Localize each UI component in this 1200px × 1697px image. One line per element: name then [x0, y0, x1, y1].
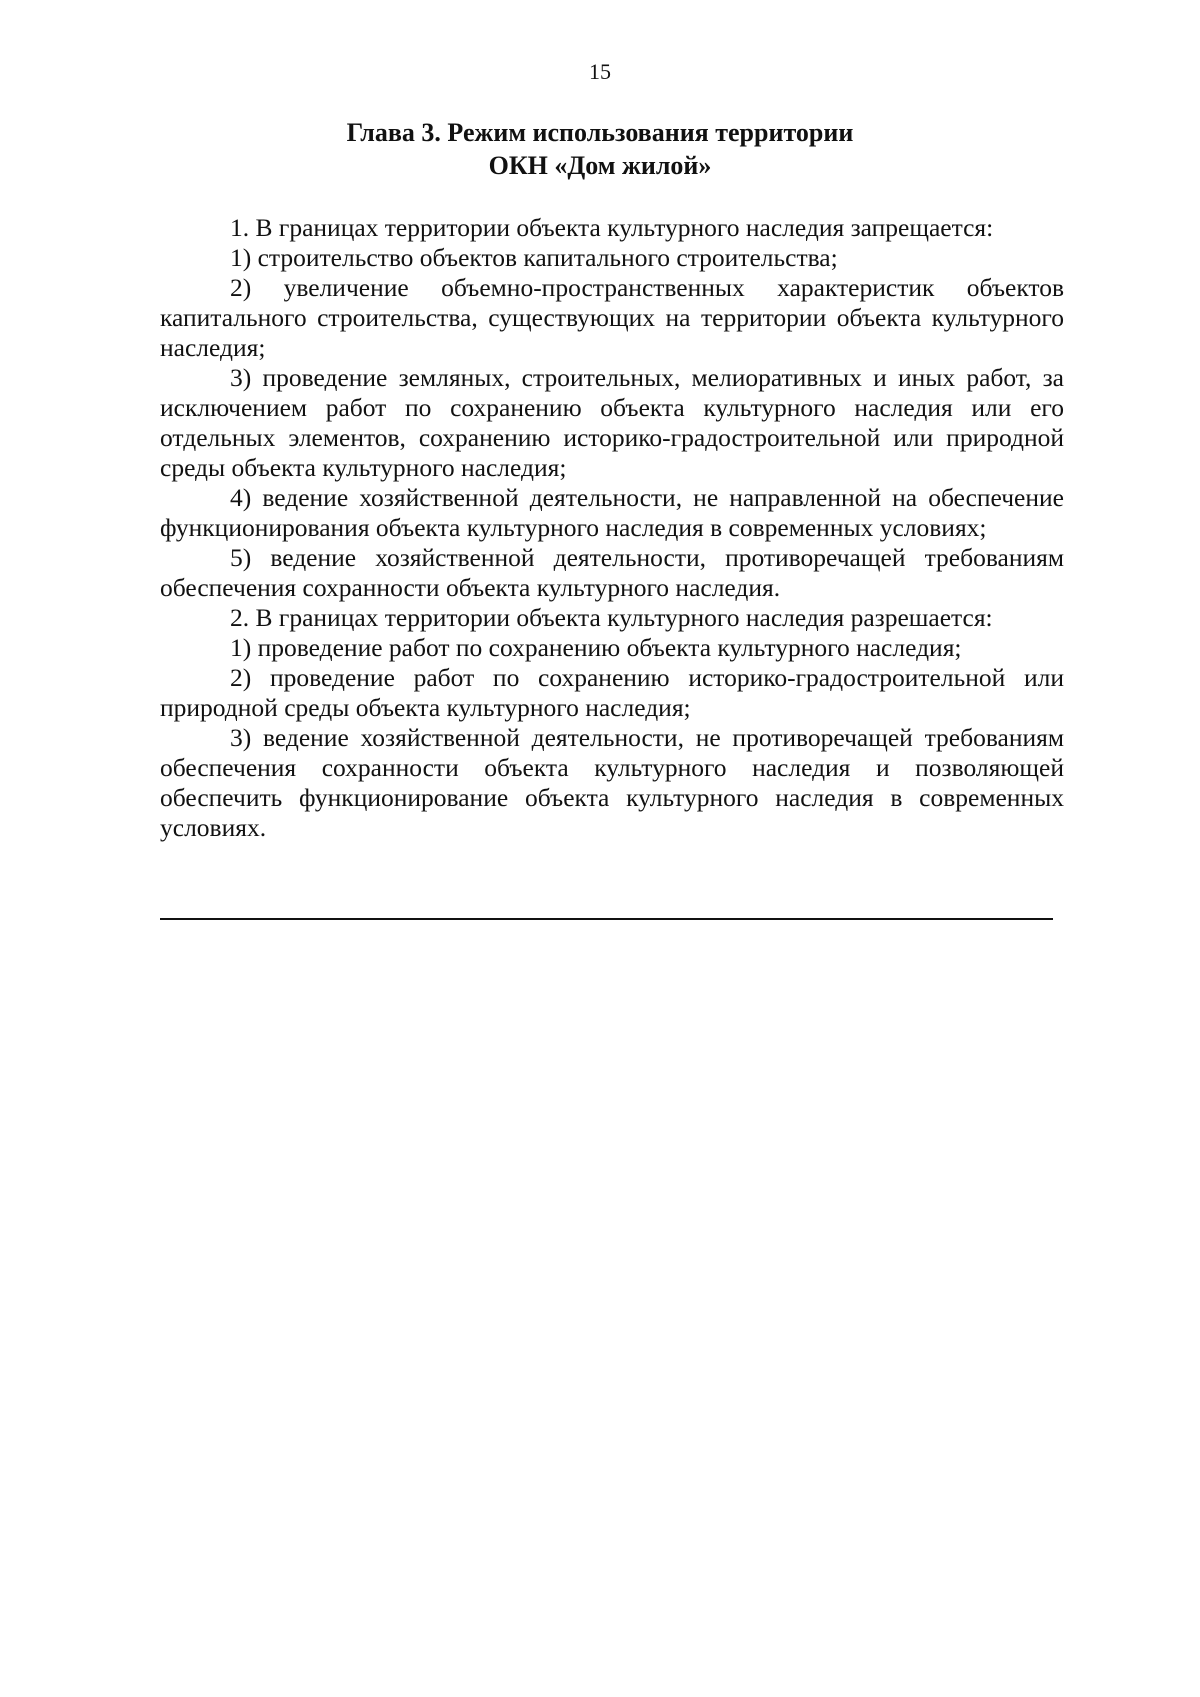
- prohibition-item-5: 5) ведение хозяйственной деятельности, противоречащей требованиям обеспечения сохранности объекта культурного наследия.: [160, 543, 1064, 602]
- prohibition-item-1: 1) строительство объектов капитального строительства;: [230, 243, 838, 272]
- prohibition-item-4: 4) ведение хозяйственной деятельности, не направленной на обеспечение функционирования объекта культурного наследия в современных условиях;: [160, 483, 1064, 542]
- chapter-body: [160, 213, 1064, 843]
- section-2-intro: 2. В границах территории объекта культурного наследия разрешается:: [230, 603, 993, 632]
- prohibition-item-3: 3) проведение земляных, строительных, мелиоративных и иных работ, за исключением работ по сохранению объекта культурного наследия или его отдельных элементов, сохранению историко-градостроительной или природной среды объекта культурного наследия;: [160, 363, 1064, 482]
- prohibition-item-2: 2) увеличение объемно-пространственных характеристик объектов капитального строительства, существующих на территории объекта культурного наследия;: [160, 273, 1064, 362]
- permission-item-2: 2) проведение работ по сохранению историко-градостроительной или природной среды объекта культурного наследия;: [160, 663, 1064, 722]
- end-of-text-rule: [160, 918, 1053, 920]
- permission-item-1: 1) проведение работ по сохранению объекта культурного наследия;: [230, 633, 962, 662]
- section-1-intro: 1. В границах территории объекта культурного наследия запрещается:: [230, 213, 994, 242]
- page-number: 15: [589, 59, 611, 84]
- chapter-title: [160, 116, 1040, 182]
- chapter-title-line-2: ОКН «Дом жилой»: [488, 151, 712, 180]
- chapter-title-line-1: Глава 3. Режим использования территории: [346, 118, 854, 147]
- permission-item-3: 3) ведение хозяйственной деятельности, не противоречащей требованиям обеспечения сохранности объекта культурного наследия и позволяющей обеспечить функционирование объекта культурного наследия в современных условиях.: [160, 723, 1064, 842]
